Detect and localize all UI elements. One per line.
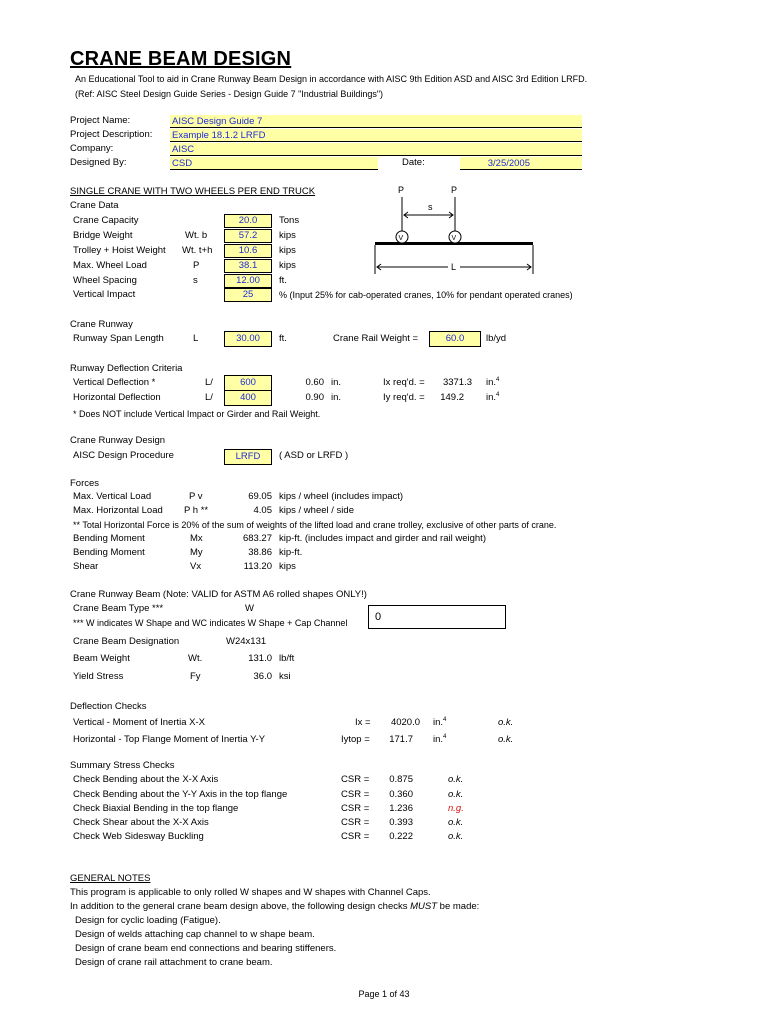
stress-check-value: 0.360 (389, 789, 413, 800)
force-value: 38.86 (248, 547, 272, 558)
project-desc-label: Project Description: (70, 129, 153, 140)
horizontal-deflection-label: Horizontal Deflection (73, 392, 161, 403)
defl-check-result: o.k. (498, 717, 514, 728)
defl-check-unit: in.$^4$ (433, 716, 447, 728)
horizontal-deflection-in-unit: in. (331, 392, 342, 403)
defl-check-unit: in.$^4$ (433, 733, 447, 745)
crane-row-symbol: s (193, 275, 198, 286)
wheel-spacing-input[interactable]: 12.00 (224, 274, 272, 288)
date-label: Date: (402, 157, 425, 168)
stress-check-symbol: CSR = (341, 803, 370, 814)
diagram-l-label: L (451, 262, 457, 272)
force-unit: kip-ft. (279, 547, 303, 558)
crane-row-label: Max. Wheel Load (73, 260, 147, 271)
stress-check-value: 0.222 (389, 831, 413, 842)
notes-item: Design of crane beam end connections and bearing stiffeners. (75, 943, 337, 954)
beam-weight-label: Beam Weight (73, 653, 130, 664)
diagram-p1-label: P (398, 185, 405, 195)
stress-check-label: Check Shear about the X-X Axis (73, 817, 209, 828)
crane-row-unit: % (Input 25% for cab-operated cranes, 10% for pendant operated cranes) (279, 290, 573, 300)
stress-check-value: 1.236 (389, 803, 413, 814)
diagram-p2-label: P (451, 185, 458, 195)
designer-label: Designed By: (70, 157, 127, 168)
general-notes-heading: GENERAL NOTES (70, 873, 151, 884)
defl-check-symbol: Ix = (355, 717, 371, 728)
force-symbol: P v (189, 491, 203, 502)
beam-weight-symbol: Wt. (188, 653, 203, 664)
rail-weight-unit: lb/yd (486, 333, 507, 344)
crane-row-unit: kips (279, 260, 296, 271)
crane-row-unit: kips (279, 245, 296, 256)
crane-row-symbol: P (193, 260, 200, 271)
subtitle-1: An Educational Tool to aid in Crane Runway Beam Design in accordance with AISC 9th Edition ASD and AISC 3rd Edition LRFD. (75, 74, 588, 84)
project-name-label: Project Name: (70, 115, 131, 126)
rail-weight-input[interactable]: 60.0 (429, 331, 481, 347)
iy-required-value: 149.2 (440, 392, 464, 403)
diagram-s-label: s (428, 202, 433, 212)
crane-row-label: Trolley + Hoist Weight (73, 245, 166, 256)
vertical-deflection-in: 0.60 (305, 377, 324, 388)
yield-stress-unit: ksi (279, 671, 291, 682)
crane-row-label: Crane Capacity (73, 215, 139, 226)
design-procedure-options: ( ASD or LRFD ) (279, 450, 349, 461)
horizontal-deflection-in: 0.90 (305, 392, 324, 403)
runway-span-input[interactable]: 30.00 (224, 331, 272, 347)
stress-check-label: Check Bending about the Y-Y Axis in the top flange (73, 789, 288, 800)
yield-stress-value: 36.0 (253, 671, 272, 682)
diagram-wheel-label: V (451, 235, 457, 242)
beam-weight-value: 131.0 (248, 653, 272, 664)
stress-check-symbol: CSR = (341, 817, 370, 828)
wheel-load-input[interactable]: 38.1 (224, 259, 272, 273)
notes-item: Design of crane rail attachment to crane beam. (75, 957, 273, 968)
vertical-deflection-label: Vertical Deflection * (73, 377, 156, 388)
stress-check-result: o.k. (448, 831, 464, 842)
forces-note: ** Total Horizontal Force is 20% of the sum of weights of the lifted load and crane trolley, exclusive of other parts of crane. (73, 520, 557, 530)
crane-row-unit: kips (279, 230, 296, 241)
design-procedure-label: AISC Design Procedure (73, 450, 174, 461)
force-unit: kips (279, 561, 296, 572)
crane-row-symbol: Wt. b (185, 230, 208, 241)
defl-check-label: Horizontal - Top Flange Moment of Inertia Y-Y (73, 734, 266, 745)
stress-check-value: 0.393 (389, 817, 413, 828)
force-label: Max. Horizontal Load (73, 505, 163, 516)
date-field[interactable]: 3/25/2005 (460, 157, 582, 170)
crane-data-heading: Crane Data (70, 200, 119, 211)
force-label: Max. Vertical Load (73, 491, 152, 502)
force-symbol: P h ** (184, 505, 209, 516)
stress-check-label: Check Web Sidesway Buckling (73, 831, 204, 842)
iy-required-label: Iy req'd. = (383, 392, 425, 403)
stress-checks-heading: Summary Stress Checks (70, 760, 175, 771)
force-symbol: My (190, 547, 203, 558)
notes-line: In addition to the general crane beam design above, the following design checks MUST be made: (70, 901, 480, 912)
stress-check-label: Check Biaxial Bending in the top flange (73, 803, 239, 814)
yield-stress-symbol: Fy (190, 671, 201, 682)
crane-row-label: Wheel Spacing (73, 275, 137, 286)
crane-capacity-input[interactable]: 20.0 (224, 214, 272, 228)
iy-required-unit: in.$^4$ (486, 391, 500, 403)
design-procedure-input[interactable]: LRFD (224, 449, 272, 465)
stress-check-symbol: CSR = (341, 774, 370, 785)
runway-span-label: Runway Span Length (73, 333, 164, 344)
company-label: Company: (70, 143, 114, 154)
force-label: Bending Moment (73, 547, 145, 558)
crane-row-symbol: Wt. t+h (182, 245, 213, 256)
subtitle-2: (Ref: AISC Steel Design Guide Series - Design Guide 7 "Industrial Buildings") (75, 89, 384, 99)
vertical-deflection-in-unit: in. (331, 377, 342, 388)
rail-weight-label: Crane Rail Weight = (333, 333, 419, 344)
beam-type-box[interactable]: 0 (368, 605, 506, 629)
ix-required-unit: in.$^4$ (486, 376, 500, 388)
vertical-deflection-input[interactable]: 600 (224, 375, 272, 391)
deflection-note: * Does NOT include Vertical Impact or Girder and Rail Weight. (73, 409, 321, 419)
notes-line: This program is applicable to only rolled W shapes and W shapes with Channel Caps. (70, 887, 431, 898)
defl-check-value: 171.7 (389, 734, 413, 745)
force-value: 69.05 (248, 491, 272, 502)
ix-required-label: Ix req'd. = (383, 377, 425, 388)
runway-design-heading: Crane Runway Design (70, 435, 166, 446)
force-value: 4.05 (253, 505, 272, 516)
force-value: 113.20 (243, 561, 272, 572)
vertical-impact-input[interactable]: 25 (224, 288, 272, 302)
beam-designation-label: Crane Beam Designation (73, 636, 180, 647)
force-unit: kip-ft. (includes impact and girder and rail weight) (279, 533, 486, 544)
crane-row-label: Vertical Impact (73, 289, 136, 300)
deflection-criteria-heading: Runway Deflection Criteria (70, 363, 183, 374)
trolley-weight-input[interactable]: 10.6 (224, 244, 272, 258)
page-title: CRANE BEAM DESIGN (70, 48, 292, 70)
beam-designation-value: W24x131 (226, 636, 267, 647)
runway-span-unit: ft. (279, 333, 287, 344)
beam-weight-unit: lb/ft (279, 653, 295, 664)
company-field[interactable]: AISC (170, 143, 582, 156)
force-label: Shear (73, 561, 99, 572)
force-unit: kips / wheel (includes impact) (279, 491, 404, 502)
horizontal-deflection-symbol: L/ (205, 392, 213, 403)
stress-check-result: o.k. (448, 817, 464, 828)
runway-heading: Crane Runway (70, 319, 133, 330)
crane-diagram (370, 182, 540, 282)
project-name-field[interactable]: AISC Design Guide 7 (170, 115, 582, 128)
crane-row-unit: ft. (279, 275, 287, 286)
bridge-weight-input[interactable]: 57.2 (224, 229, 272, 243)
page-number: Page 1 of 43 (358, 989, 410, 999)
beam-type-label: Crane Beam Type *** (73, 603, 164, 614)
defl-check-label: Vertical - Moment of Inertia X-X (73, 717, 205, 728)
force-label: Bending Moment (73, 533, 145, 544)
crane-row-unit: Tons (279, 215, 300, 226)
forces-heading: Forces (70, 478, 100, 489)
notes-item: Design for cyclic loading (Fatigue). (75, 915, 221, 926)
beam-type-note: *** W indicates W Shape and WC indicates W Shape + Cap Channel (73, 618, 348, 628)
stress-check-label: Check Bending about the X-X Axis (73, 774, 219, 785)
force-unit: kips / wheel / side (279, 505, 354, 516)
project-desc-field[interactable]: Example 18.1.2 LRFD (170, 129, 582, 142)
force-symbol: Vx (190, 561, 202, 572)
crane-row-label: Bridge Weight (73, 230, 133, 241)
defl-check-result: o.k. (498, 734, 514, 745)
deflection-checks-heading: Deflection Checks (70, 701, 147, 712)
stress-check-result: o.k. (448, 789, 464, 800)
beam-heading: Crane Runway Beam (Note: VALID for ASTM A6 rolled shapes ONLY!) (70, 589, 367, 600)
yield-stress-label: Yield Stress (73, 671, 124, 682)
designer-field[interactable]: CSD (170, 157, 378, 170)
stress-check-symbol: CSR = (341, 831, 370, 842)
stress-check-value: 0.875 (389, 774, 413, 785)
stress-check-symbol: CSR = (341, 789, 370, 800)
notes-item: Design of welds attaching cap channel to w shape beam. (75, 929, 315, 940)
stress-check-result-fail: n.g. (448, 803, 464, 814)
force-symbol: Mx (190, 533, 203, 544)
defl-check-value: 4020.0 (390, 717, 420, 728)
diagram-wheel-label: V (398, 235, 404, 242)
vertical-deflection-symbol: L/ (205, 377, 213, 388)
crane-heading: SINGLE CRANE WITH TWO WHEELS PER END TRUCK (70, 186, 316, 197)
defl-check-symbol: Iytop = (341, 734, 370, 745)
horizontal-deflection-input[interactable]: 400 (224, 390, 272, 406)
ix-required-value: 3371.3 (442, 377, 472, 388)
beam-type-value: W (245, 603, 254, 614)
runway-span-symbol: L (193, 333, 199, 344)
stress-check-result: o.k. (448, 774, 464, 785)
force-value: 683.27 (242, 533, 272, 544)
